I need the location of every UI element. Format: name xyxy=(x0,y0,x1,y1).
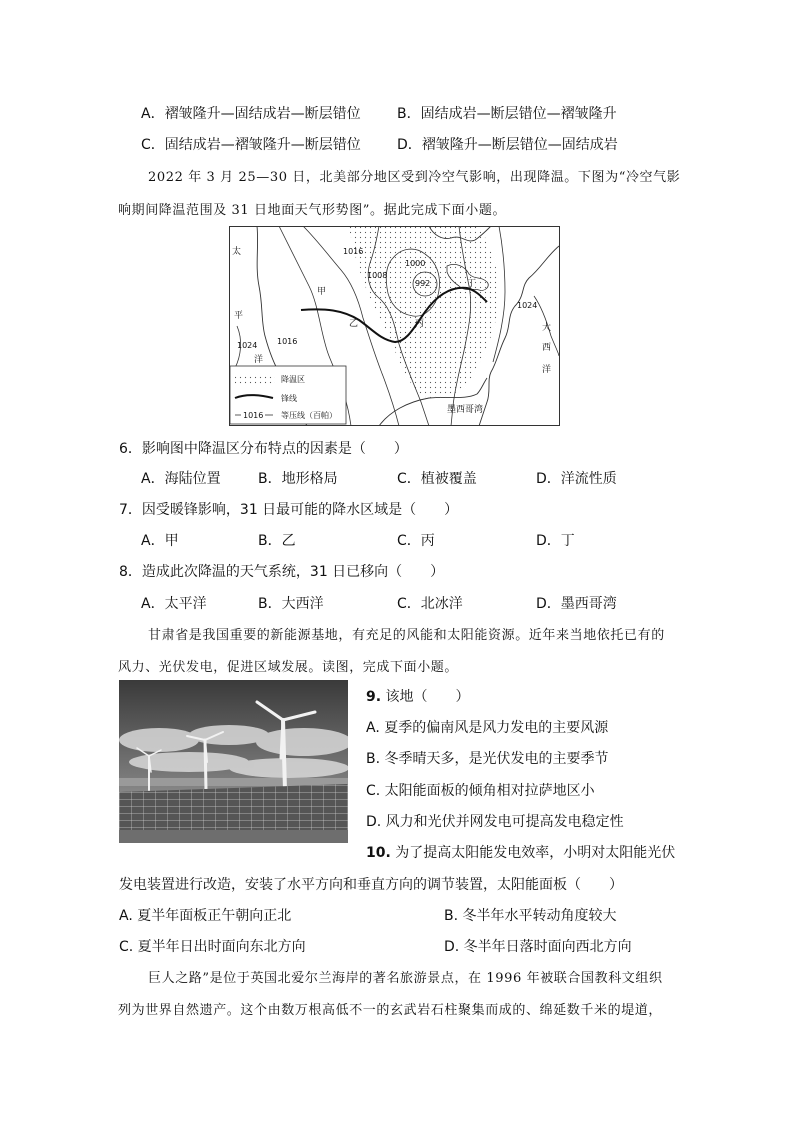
label-atlantic-3: 洋 xyxy=(542,365,552,375)
intro2-line1: 甘肃省是我国重要的新能源基地，有充足的风能和太阳能资源。近年来当地依托已有的 xyxy=(148,628,665,643)
q9-option-b: B. 冬季晴天多，是光伏发电的主要季节 xyxy=(366,751,609,767)
label-ding: 丁 xyxy=(467,279,477,289)
q7-option-a: A．甲 xyxy=(141,533,179,549)
legend-front: 锋线 xyxy=(281,394,297,403)
q9-stem-text: 该地（ ） xyxy=(381,689,470,705)
isobar-label-1000: 1000 xyxy=(405,259,426,268)
q10-stem-line2: 发电装置进行改造，安装了水平方向和垂直方向的调节装置，太阳能面板（ ） xyxy=(119,877,623,893)
q6-option-b: B．地形格局 xyxy=(258,471,338,487)
label-jia: 甲 xyxy=(317,287,327,297)
wind-solar-photo xyxy=(119,680,348,843)
q5-option-d: D．褶皱隆升—断层错位—固结成岩 xyxy=(397,137,618,153)
label-gulf-of-mexico: 墨西哥湾 xyxy=(447,405,484,415)
legend-isobar-sample: 1016 xyxy=(243,411,264,420)
q8-stem: 8．造成此次降温的天气系统，31 日已移向（ ） xyxy=(119,564,445,580)
intro2-line2: 风力、光伏发电，促进区域发展。读图，完成下面小题。 xyxy=(118,660,459,675)
q7-option-b: B．乙 xyxy=(258,533,296,549)
label-yi: 乙 xyxy=(349,319,359,329)
q9-stem xyxy=(366,686,470,706)
isobar-label-992: 992 xyxy=(415,279,431,288)
isobar-label-1024w: 1024 xyxy=(237,341,258,350)
q8-option-c: C．北冰洋 xyxy=(397,596,463,612)
label-pacific-2: 平 xyxy=(234,311,244,321)
q6-stem: 6．影响图中降温区分布特点的因素是（ ） xyxy=(119,441,408,457)
q6-option-d: D．洋流性质 xyxy=(536,471,617,487)
q7-stem: 7．因受暖锋影响，31 日最可能的降水区域是（ ） xyxy=(119,502,459,518)
isobar-label-1024e: 1024 xyxy=(517,301,538,310)
q10-option-d: D. 冬半年日落时面向西北方向 xyxy=(444,939,632,955)
q6-option-a: A．海陆位置 xyxy=(141,471,221,487)
q5-option-c: C．固结成岩—褶皱隆升—断层错位 xyxy=(141,137,361,153)
intro3-line2: 列为世界自然遗产。这个由数万根高低不一的玄武岩石柱聚集而成的、绵延数千米的堤道， xyxy=(118,1003,663,1018)
q10-number: 10. xyxy=(366,845,391,861)
q10-option-c: C. 夏半年日出时面向东北方向 xyxy=(119,939,306,955)
q10-stem-line1 xyxy=(366,842,675,862)
isobar-label-1016a: 1016 xyxy=(343,247,364,256)
q9-option-c: C. 太阳能面板的倾角相对拉萨地区小 xyxy=(366,783,595,799)
q9-option-a: A. 夏季的偏南风是风力发电的主要风源 xyxy=(366,720,609,736)
q10-option-b: B. 冬半年水平转动角度较大 xyxy=(444,908,617,924)
q6-option-c: C．植被覆盖 xyxy=(397,471,477,487)
q10-option-a: A. 夏半年面板正午朝向正北 xyxy=(119,908,292,924)
q5-option-b: B．固结成岩—断层错位—褶皱隆升 xyxy=(397,106,617,122)
intro3-line1: 巨人之路”是位于英国北爱尔兰海岸的著名旅游景点，在 1996 年被联合国教科文组织 xyxy=(148,971,663,986)
legend-cooling: 降温区 xyxy=(281,375,305,384)
q8-option-d: D．墨西哥湾 xyxy=(536,596,617,612)
label-atlantic-1: 大 xyxy=(542,323,552,333)
isobar-label-1016b: 1016 xyxy=(277,337,298,346)
label-pacific-1: 太 xyxy=(232,247,242,257)
q9-option-d: D. 风力和光伏并网发电可提高发电稳定性 xyxy=(366,814,624,830)
map-legend xyxy=(230,366,346,424)
isobar-label-1008: 1008 xyxy=(367,271,388,280)
q7-option-d: D．丁 xyxy=(536,533,575,549)
q10-stem-text: 为了提高太阳能发电效率，小明对太阳能光伏 xyxy=(390,845,676,861)
q9-number: 9. xyxy=(366,689,382,705)
intro1-line2: 响期间降温范围及 31 日地面天气形势图”。据此完成下面小题。 xyxy=(118,203,507,218)
weather-map xyxy=(229,226,560,426)
q8-option-a: A．太平洋 xyxy=(141,596,207,612)
label-bing: 丙 xyxy=(415,319,425,329)
intro1-line1: 2022 年 3 月 25—30 日，北美部分地区受到冷空气影响，出现降温。下图为“冷空气影 xyxy=(148,170,681,185)
q5-option-a: A．褶皱隆升—固结成岩—断层错位 xyxy=(141,106,361,122)
q8-option-b: B．大西洋 xyxy=(258,596,324,612)
legend-isobar: 等压线（百帕） xyxy=(281,411,337,420)
label-pacific-3: 洋 xyxy=(254,355,264,365)
label-atlantic-2: 西 xyxy=(542,343,552,353)
q7-option-c: C．丙 xyxy=(397,533,435,549)
